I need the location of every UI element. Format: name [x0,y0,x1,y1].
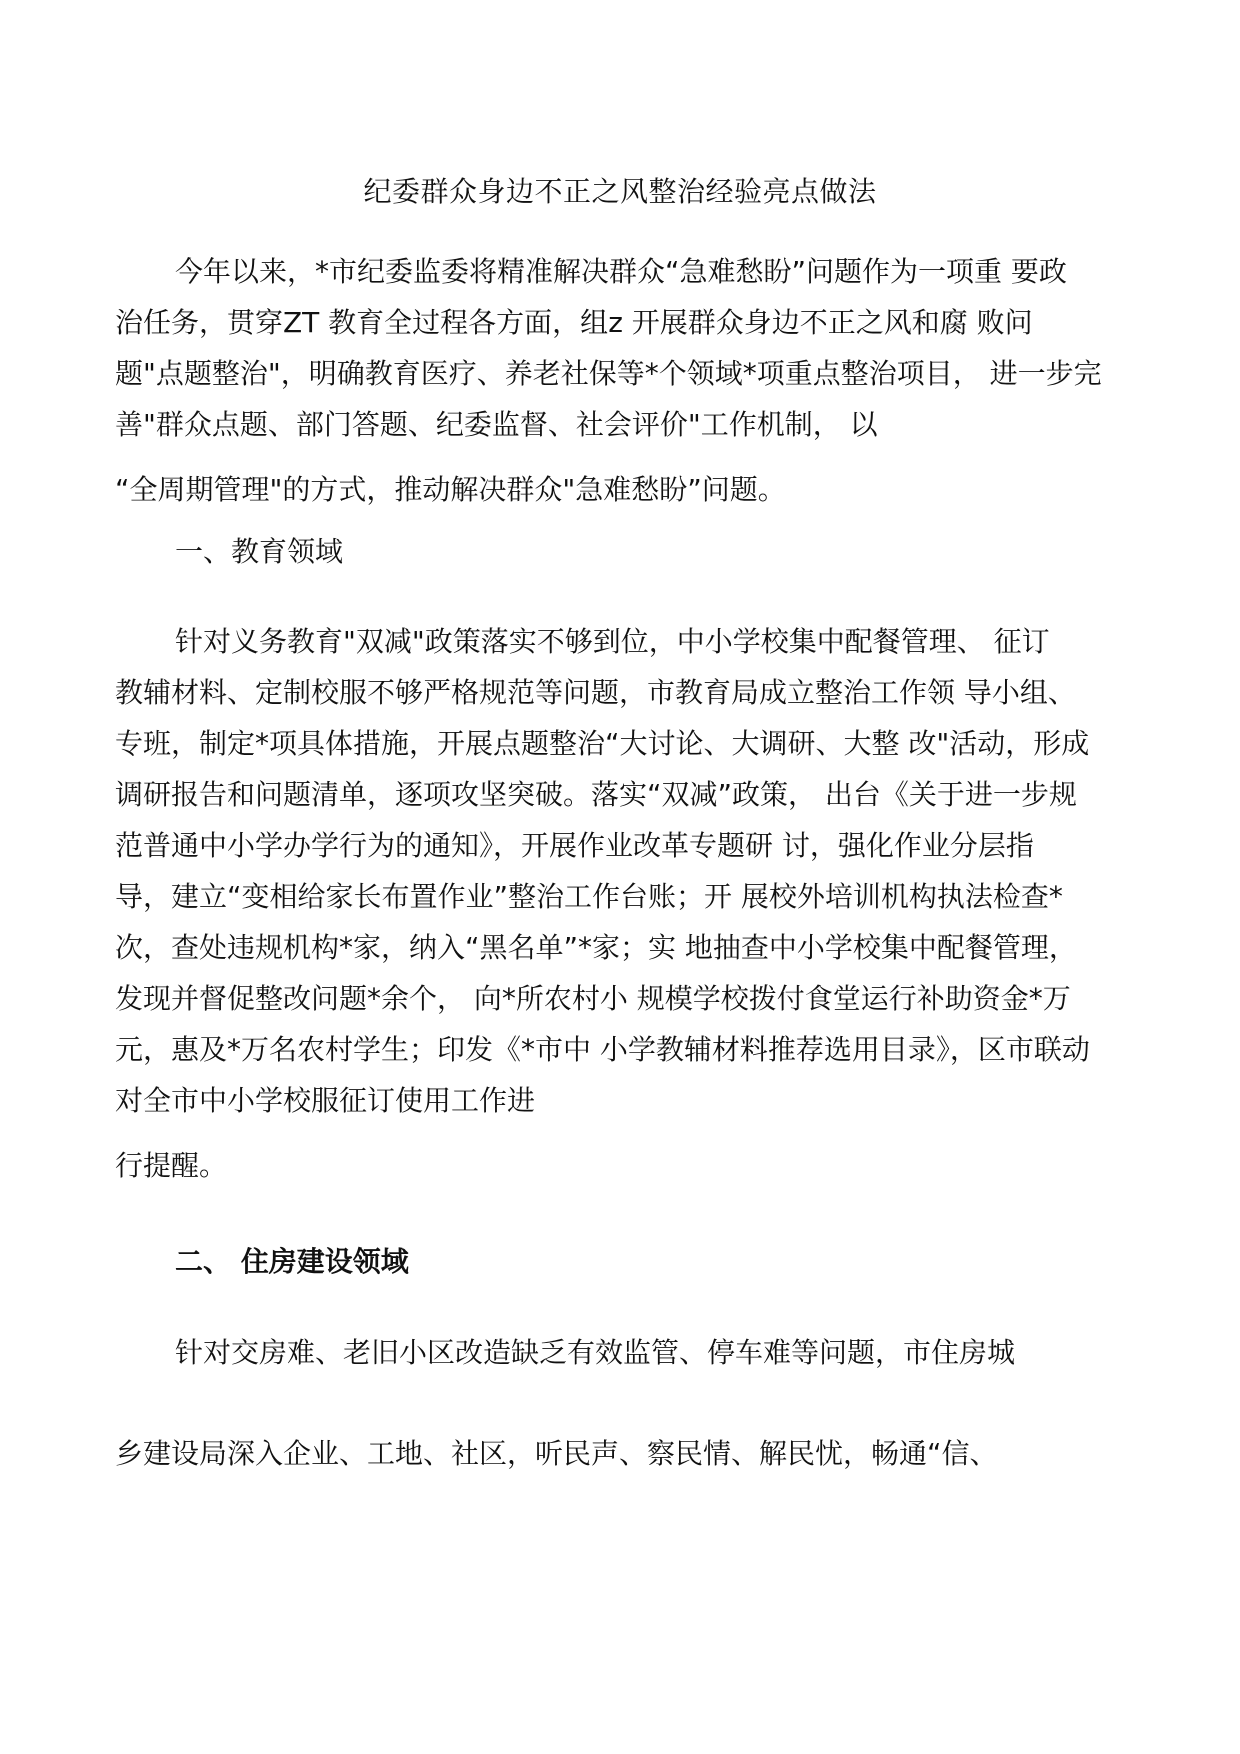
section2-line-1: 针对交房难、老旧小区改造缺乏有效监管、停车难等问题，市住房城 [175,1336,1016,1369]
intro-line-3: 题"点题整治"，明确教育医疗、养老社保等*个领域*项重点整治项目， 进一步完 [115,357,1102,390]
intro-line-4: 善"群众点题、部门答题、纪委监督、社会评价"工作机制， 以 [115,408,878,441]
section1-line-10: 对全市中小学校服征订使用工作进 [115,1084,536,1117]
section1-line-8: 发现并督促整改问题*余个， 向*所农村小 规模学校拨付食堂运行补助资金*万 [115,982,1071,1015]
section1-line-7: 次，查处违规机构*家，纳入“黑名单”*家；实 地抽查中小学校集中配餐管理， [115,931,1077,964]
section2-line-2: 乡建设局深入企业、工地、社区，听民声、察民情、解民忧，畅通“信、 [115,1437,998,1470]
section1-line-1: 针对义务教育"双减"政策落实不够到位，中小学校集中配餐管理、 征订 [175,625,1050,658]
document-title: 纪委群众身边不正之风整治经验亮点做法 [363,175,877,208]
section-heading-housing: 二、 住房建设领域 [175,1245,409,1278]
section1-line-9: 元，惠及*万名农村学生；印发《*市中 小学教辅材料推荐选用目录》，区市联动 [115,1033,1090,1066]
section1-line-4: 调研报告和问题清单，逐项攻坚突破。落实“双减”政策， 出台《关于进一步规 [115,778,1077,811]
section1-line-3: 专班，制定*项具体措施，开展点题整治“大讨论、大调研、大整 改"活动，形成 [115,727,1090,760]
section1-line-5: 范普通中小学办学行为的通知》，开展作业改革专题研 讨，强化作业分层指 [115,829,1034,862]
intro-line-5: “全周期管理"的方式，推动解决群众"急难愁盼”问题。 [115,473,786,506]
section1-line-6: 导，建立“变相给家长布置作业”整治工作台账；开 展校外培训机构执法检查* [115,880,1063,913]
intro-line-2: 治任务，贯穿ZT 教育全过程各方面，组z 开展群众身边不正之风和腐 败问 [115,306,1033,339]
intro-line-1: 今年以来，*市纪委监委将精准解决群众“急难愁盼”问题作为一项重 要政 [175,255,1067,288]
section1-line-11: 行提醒。 [115,1149,228,1182]
section1-line-2: 教辅材料、定制校服不够严格规范等问题，市教育局成立整治工作领 导小组、 [115,676,1076,709]
section-heading-education: 一、教育领域 [175,535,344,568]
